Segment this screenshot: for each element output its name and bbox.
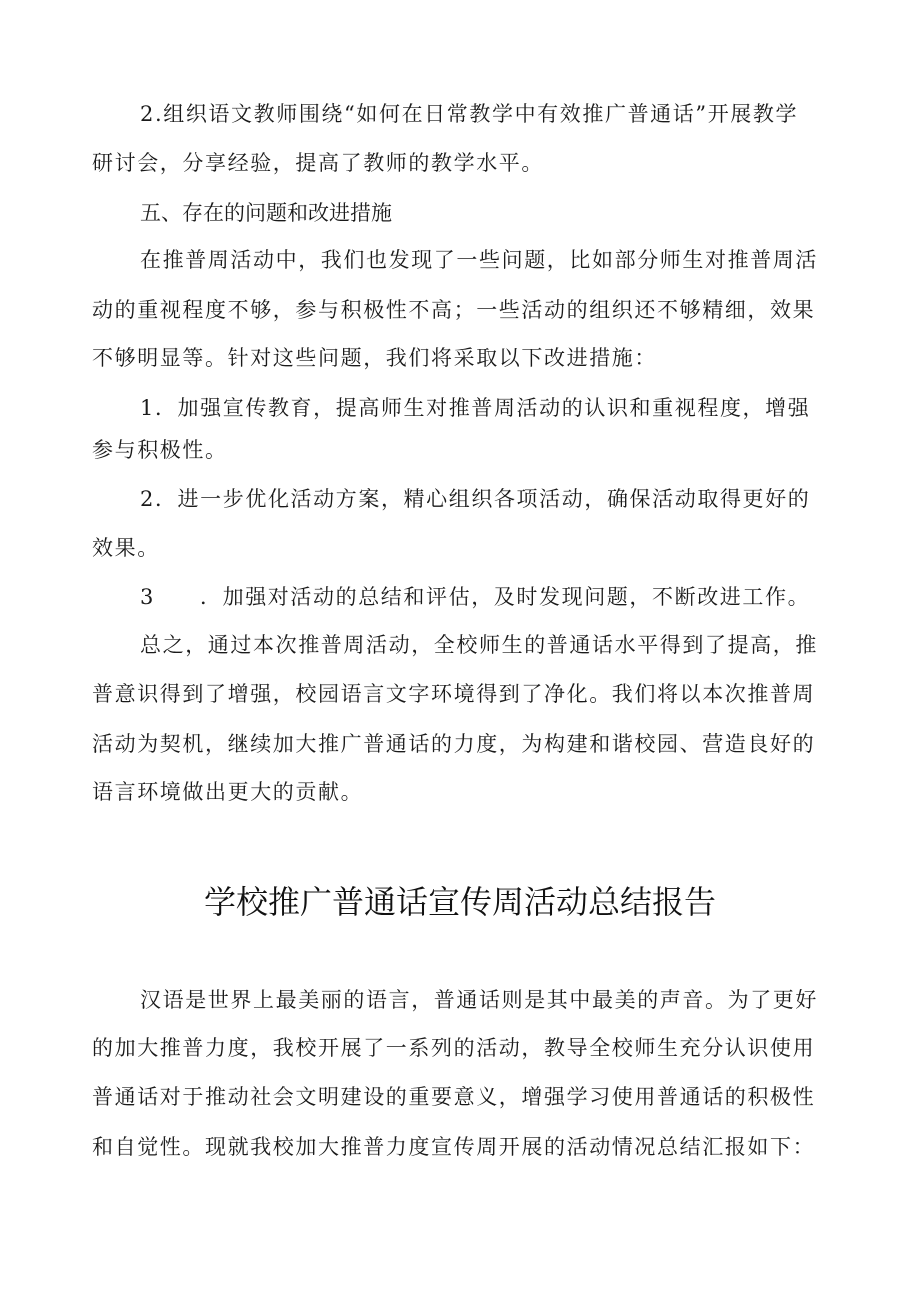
- paragraph-line: 的加大推普力度，我校开展了一系列的活动，教导全校师生充分认识使用: [92, 1036, 816, 1060]
- paragraph-line: 总之，通过本次推普周活动，全校师生的普通话水平得到了提高，推: [140, 633, 818, 657]
- list-item-line: 效果。: [92, 536, 160, 560]
- list-item-line: 1．加强宣传教育，提高师生对推普周活动的认识和重视程度，增强: [140, 396, 811, 420]
- list-item-line: 参与积极性。: [92, 438, 228, 462]
- list-item-line: 2．进一步优化活动方案，精心组织各项活动，确保活动取得更好的: [140, 487, 811, 511]
- list-item-line: ．加强对活动的总结和评估，及时发现问题，不断改进工作。: [200, 585, 811, 609]
- paragraph-line: 活动为契机，继续加大推广普通话的力度，为构建和谐校园、营造良好的: [92, 732, 816, 756]
- paragraph-line: 动的重视程度不够，参与积极性不高；一些活动的组织还不够精细，效果: [92, 298, 816, 322]
- section-heading: 五、存在的问题和改进措施: [140, 201, 392, 225]
- paragraph-line: 和自觉性。现就我校加大推普力度宣传周开展的活动情况总结汇报如下：: [92, 1135, 816, 1159]
- paragraph-line: 普通话对于推动社会文明建设的重要意义，增强学习使用普通话的积极性: [92, 1085, 816, 1109]
- paragraph-line: 语言环境做出更大的贡献。: [92, 780, 364, 804]
- paragraph-line: 研讨会，分享经验，提高了教师的教学水平。: [92, 151, 544, 175]
- paragraph-line: 不够明显等。针对这些问题，我们将采取以下改进措施：: [92, 346, 657, 370]
- paragraph-line: 普意识得到了增强，校园语言文字环境得到了净化。我们将以本次推普周: [92, 682, 816, 706]
- paragraph-line: 在推普周活动中，我们也发现了一些问题，比如部分师生对推普周活: [140, 248, 818, 272]
- paragraph-line: 2.组织语文教师围绕“如何在日常教学中有效推广普通话”开展教学: [140, 102, 799, 126]
- report-title: 学校推广普通话宣传周活动总结报告: [203, 883, 716, 921]
- list-number: 3: [140, 585, 154, 609]
- paragraph-line: 汉语是世界上最美丽的语言，普通话则是其中最美的声音。为了更好: [140, 988, 818, 1012]
